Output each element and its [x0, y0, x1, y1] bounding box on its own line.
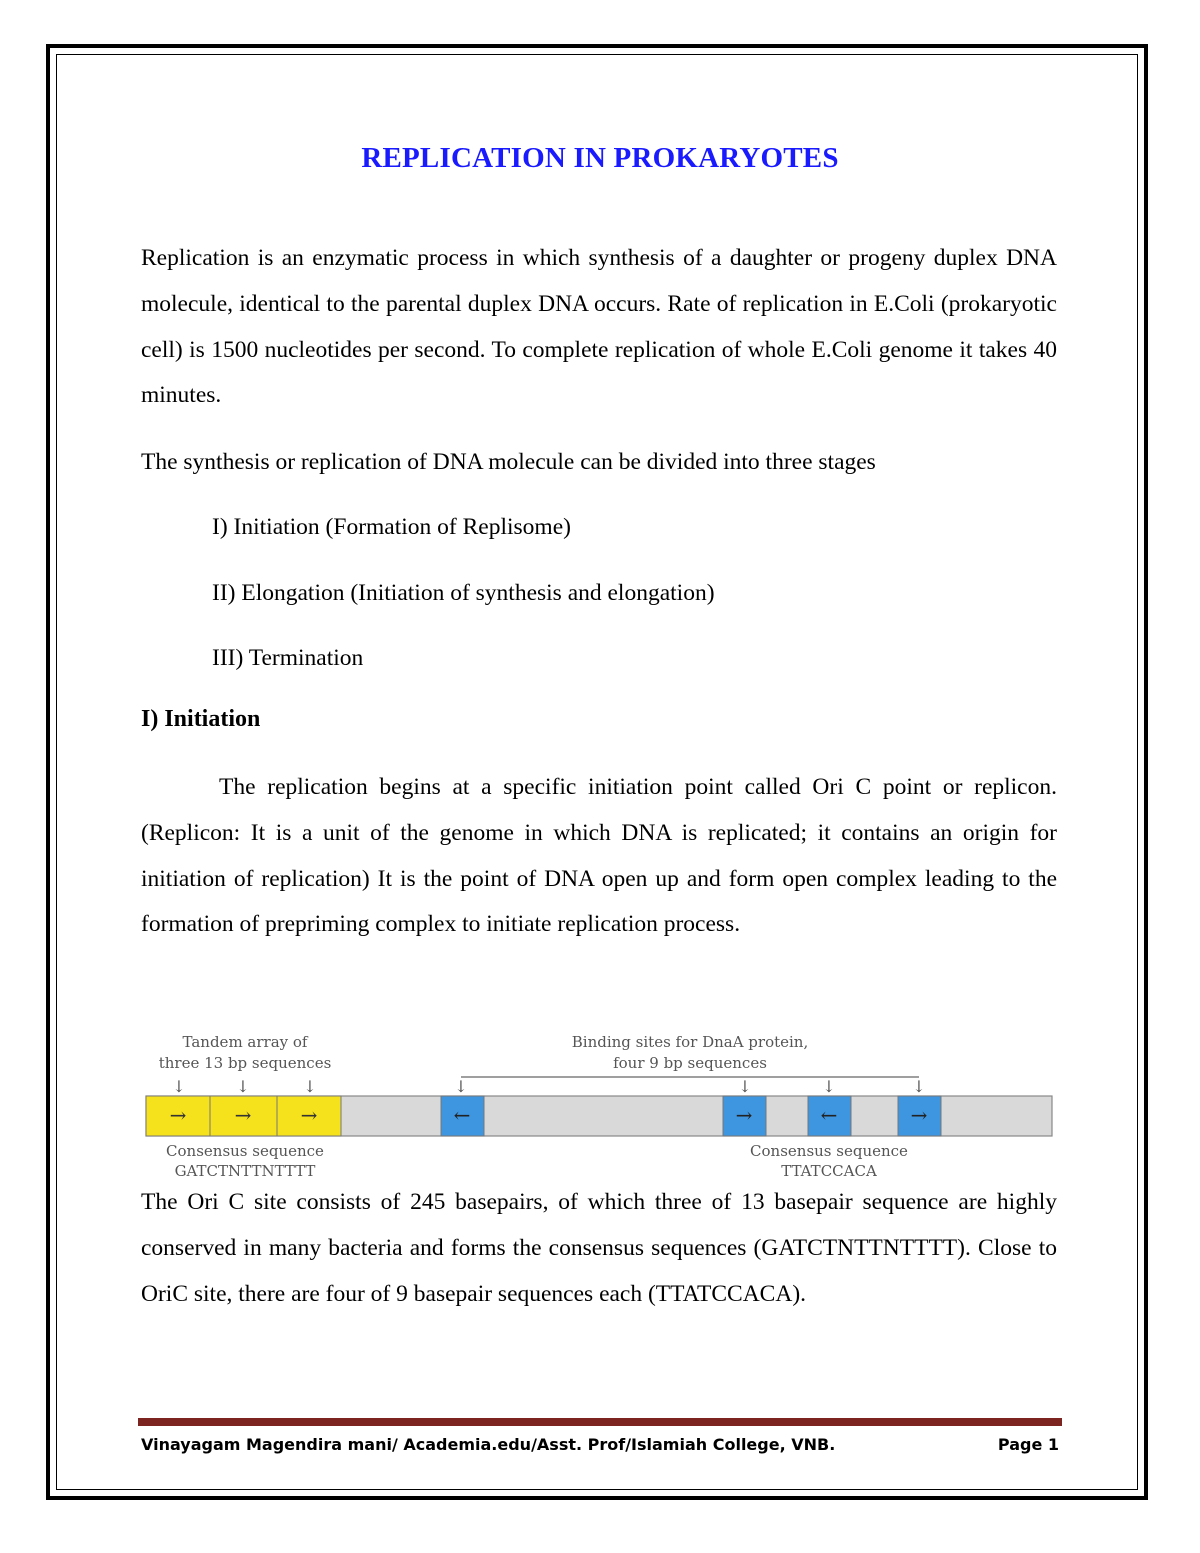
right-arrow-icon: → [735, 1103, 753, 1127]
footer-author: Vinayagam Magendira mani/ Academia.edu/Asst. Prof/Islamiah College, VNB. [141, 1435, 836, 1454]
consensus-left-sequence: GATCTNTTNTTTT [174, 1162, 316, 1180]
section-heading-initiation: I) Initiation [141, 706, 261, 732]
down-arrow-icon: ↓ [236, 1077, 250, 1096]
down-arrow-icon: ↓ [172, 1077, 186, 1096]
page-number: Page 1 [997, 1435, 1059, 1454]
consensus-right-sequence: TTATCCACA [781, 1162, 877, 1180]
stage-item-initiation: I) Initiation (Formation of Replisome) [212, 514, 571, 540]
left-arrow-icon: ← [820, 1103, 838, 1127]
right-arrow-icon: → [300, 1103, 318, 1127]
down-arrow-icon: ↓ [738, 1077, 752, 1096]
right-arrow-icon: → [234, 1103, 252, 1127]
figure-right-label-2: four 9 bp sequences [613, 1054, 767, 1072]
down-arrow-icon: ↓ [303, 1077, 317, 1096]
right-arrow-icon: → [169, 1103, 187, 1127]
left-arrow-icon: ← [453, 1103, 471, 1127]
intro-paragraph: Replication is an enzymatic process in which synthesis of a daughter or progeny duplex DNA molecule, identical to the parental duplex DNA occurs. Rate of replication in E.Coli (prokaryotic cell) is 1500 nucleotides per second. To complete replication of whole E.Coli genome it takes 40 minutes. [141, 245, 1057, 409]
down-arrow-icon: ↓ [912, 1077, 926, 1096]
stage-item-termination: III) Termination [212, 645, 364, 671]
page-title: REPLICATION IN PROKARYOTES [361, 142, 839, 174]
consensus-left-label: Consensus sequence [166, 1142, 324, 1160]
page-footer [141, 1435, 1059, 1454]
down-arrow-icon: ↓ [822, 1077, 836, 1096]
figure-left-label-1: Tandem array of [182, 1033, 308, 1051]
right-arrow-icon: → [910, 1103, 928, 1127]
stages-intro: The synthesis or replication of DNA molecule can be divided into three stages [141, 449, 876, 475]
oric-paragraph: The Ori C site consists of 245 basepairs, of which three of 13 basepair sequence are highly conserved in many bacteria and forms the consensus sequences (GATCTNTTNTTTT). Close to OriC site, there are four of 9 basepair sequences each (TTATCCACA). [141, 1189, 1057, 1307]
down-arrow-icon: ↓ [454, 1077, 468, 1096]
figure-left-label-2: three 13 bp sequences [158, 1054, 332, 1072]
figure-right-label-1: Binding sites for DnaA protein, [571, 1033, 809, 1051]
stage-item-elongation: II) Elongation (Initiation of synthesis and elongation) [212, 580, 715, 606]
consensus-right-label: Consensus sequence [750, 1142, 908, 1160]
oric-diagram [0, 1020, 1200, 1185]
initiation-paragraph: The replication begins at a specific initiation point called Ori C point or replicon. (Replicon: It is a unit of the genome in which DNA is replicated; it contains an origin for initiation of replication) It is the point of DNA open up and form open complex leading to the formation of prepriming complex to initiate replication process. [141, 774, 1057, 938]
footer-rule [138, 1418, 1062, 1426]
